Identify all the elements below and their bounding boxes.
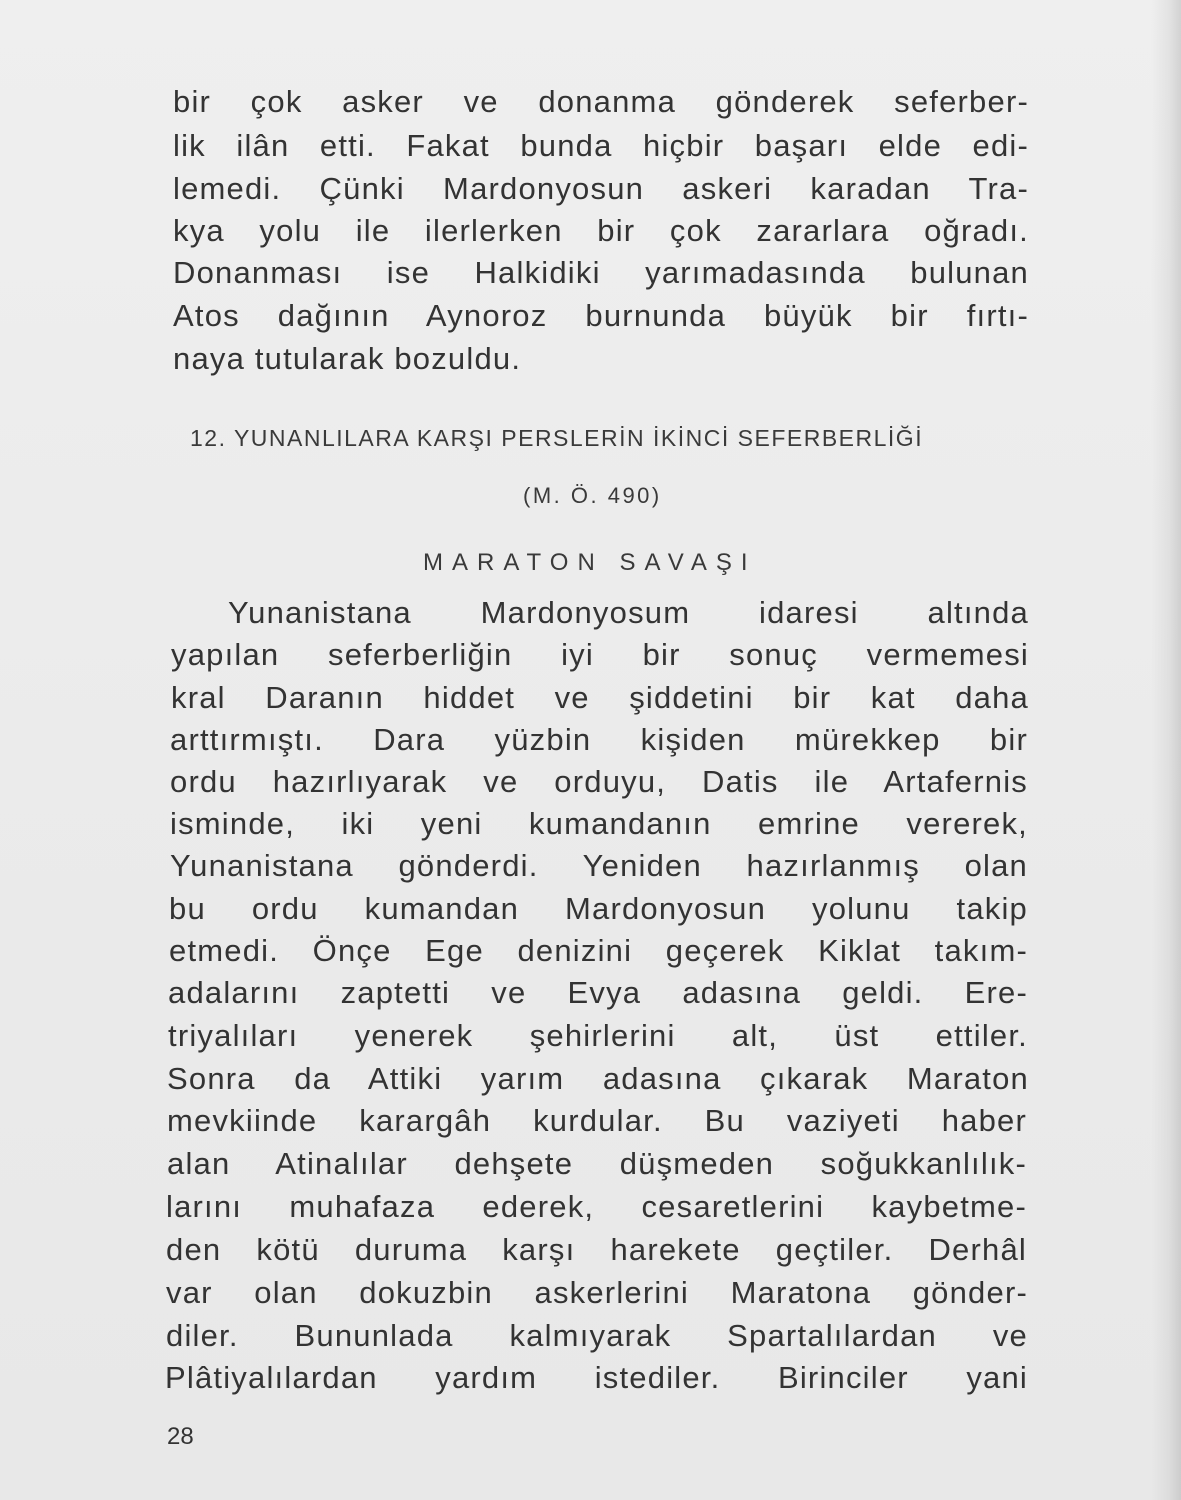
- paragraph-1-line: naya tutularak bozuldu.: [173, 341, 522, 376]
- paragraph-1-line: bir çok asker ve donanma gönderek seferber-: [173, 84, 1029, 119]
- paragraph-2-line: Plâtiyalılardan yardım istediler. Birinciler yani: [165, 1360, 1028, 1395]
- paragraph-1-line: lemedi. Çünki Mardonyosun askeri karadan Tra-: [173, 171, 1029, 206]
- paragraph-2-line: etmedi. Önçe Ege denizini geçerek Kiklat takım-: [169, 933, 1028, 968]
- paragraph-2-line: bu ordu kumandan Mardonyosun yolunu takip: [169, 891, 1028, 926]
- paragraph-2-line: yapılan seferberliğin iyi bir sonuç vermemesi: [171, 637, 1029, 672]
- paragraph-2-line: larını muhafaza ederek, cesaretlerini kaybetme-: [166, 1189, 1027, 1224]
- chapter-date: (M. Ö. 490): [523, 483, 662, 508]
- paragraph-2-line: kral Daranın hiddet ve şiddetini bir kat daha: [171, 680, 1029, 715]
- paragraph-1-line: kya yolu ile ilerlerken bir çok zararlara oğradı.: [173, 213, 1029, 248]
- section-title: MARATON SAVAŞI: [423, 549, 757, 576]
- paragraph-1-line: Donanması ise Halkidiki yarımadasında bulunan: [173, 255, 1029, 290]
- paragraph-1-line: lik ilân etti. Fakat bunda hiçbir başarı elde edi-: [173, 128, 1029, 163]
- paragraph-2-line: alan Atinalılar dehşete düşmeden soğukkanlılık-: [167, 1146, 1027, 1181]
- page-number: 28: [167, 1423, 194, 1450]
- paragraph-2-line: ordu hazırlıyarak ve orduyu, Datis ile Artafernis: [170, 764, 1028, 799]
- paragraph-2-line: triyalıları yenerek şehirlerini alt, üst ettiler.: [168, 1018, 1028, 1053]
- chapter-heading: 12. YUNANLILARA KARŞI PERSLERİN İKİNCİ SEFERBERLİĞİ: [190, 425, 924, 451]
- paragraph-2-line: mevkiinde karargâh kurdular. Bu vaziyeti haber: [167, 1103, 1027, 1138]
- paragraph-2-line: den kötü duruma karşı harekete geçtiler. Derhâl: [166, 1232, 1027, 1267]
- paragraph-2-line: isminde, iki yeni kumandanın emrine vererek,: [170, 806, 1028, 841]
- paragraph-2-line: Yunanistana Mardonyosum idaresi altında: [228, 595, 1029, 630]
- page-edge-shadow: [1151, 0, 1181, 1500]
- paragraph-2-line: arttırmıştı. Dara yüzbin kişiden mürekkep bir: [170, 722, 1028, 757]
- paragraph-2-line: diler. Bununlada kalmıyarak Spartalılardan ve: [166, 1318, 1028, 1353]
- paragraph-2-line: var olan dokuzbin askerlerini Maratona gönder-: [166, 1275, 1028, 1310]
- paragraph-1-line: Atos dağının Aynoroz burnunda büyük bir fırtı-: [173, 298, 1029, 333]
- paragraph-2-line: Yunanistana gönderdi. Yeniden hazırlanmış olan: [170, 848, 1028, 883]
- paragraph-2-line: adalarını zaptetti ve Evya adasına geldi. Ere-: [168, 975, 1028, 1010]
- paragraph-2-line: Sonra da Attiki yarım adasına çıkarak Maraton: [167, 1061, 1029, 1096]
